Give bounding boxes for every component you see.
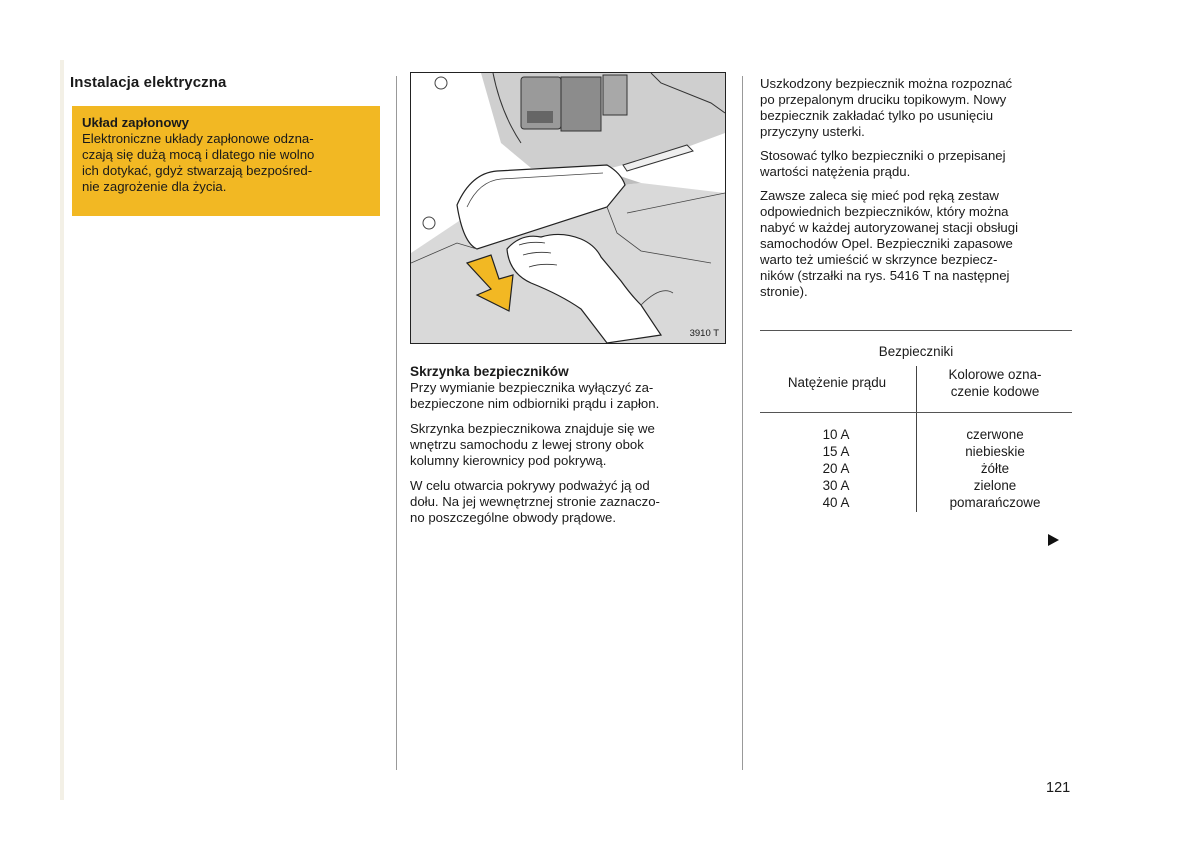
warning-box <box>72 106 380 216</box>
warning-line: czają się dużą mocą i dlatego nie wolno <box>82 147 315 162</box>
text-line: stronie). <box>760 284 808 299</box>
text-line: Skrzynka bezpiecznikowa znajduje się we <box>410 421 655 436</box>
text-line: Przy wymianie bezpiecznika wyłączyć za- <box>410 380 654 395</box>
table-cell-color: żółte <box>980 461 1010 476</box>
fuse-info-paragraph <box>760 188 1075 300</box>
text-line: Uszkodzony bezpiecznik można rozpoznać <box>760 76 1013 91</box>
text-line: wnętrzu samochodu z lewej strony obok <box>410 437 644 452</box>
warning-line: ich dotykać, gdyż stwarzają bezpośred- <box>82 163 313 178</box>
text-line: W celu otwarcia pokrywy podważyć ją od <box>410 478 650 493</box>
table-header-color-code <box>920 366 1070 400</box>
text-line: ników (strzałki na rys. 5416 T na następnej <box>760 268 1010 283</box>
fusebox-illustration <box>410 72 726 344</box>
continue-arrow-icon <box>1048 534 1059 546</box>
text-line: nabyć w każdej autoryzowanej stacji obsługi <box>760 220 1019 235</box>
warning-line: nie zagrożenie dla życia. <box>82 179 227 194</box>
text-line: bezpieczone nim odbiorniki prądu i zapłon. <box>410 396 660 411</box>
table-cell-color: pomarańczowe <box>949 495 1041 510</box>
table-cell-color: zielone <box>973 478 1017 493</box>
page-number: 121 <box>1046 780 1071 796</box>
text-line: Stosować tylko bezpieczniki o przepisanej <box>760 148 1006 163</box>
text-line: przyczyny usterki. <box>760 124 865 139</box>
fusebox-paragraph <box>410 478 730 526</box>
text-line: kolumny kierownicy pod pokrywą. <box>410 453 607 468</box>
figure-label: 3910 T <box>689 328 719 339</box>
table-cell-amps: 20 A <box>822 461 850 476</box>
header-line: Kolorowe ozna- <box>948 367 1042 382</box>
text-line: warto też umieścić w skrzynce bezpiecz- <box>760 252 998 267</box>
table-cell-amps: 15 A <box>822 444 850 459</box>
text-line: bezpiecznik zakładać tylko po usunięciu <box>760 108 994 123</box>
text-line: odpowiednich bezpieczników, który można <box>760 204 1009 219</box>
warning-title: Układ zapłonowy <box>82 115 189 130</box>
section-title: Instalacja elektryczna <box>70 74 227 91</box>
text-line: po przepalonym druciku topikowym. Nowy <box>760 92 1007 107</box>
table-cell-amps: 30 A <box>822 478 850 493</box>
fuse-table-title: Bezpieczniki <box>878 344 954 359</box>
table-header-rule <box>760 412 1072 413</box>
fuse-info-section <box>760 76 1075 308</box>
fusebox-section <box>410 364 730 535</box>
table-cell-amps: 10 A <box>822 427 850 442</box>
table-top-rule <box>760 330 1072 331</box>
text-line: Zawsze zaleca się mieć pod ręką zestaw <box>760 188 999 203</box>
fusebox-drawing <box>411 73 725 343</box>
header-line: czenie kodowe <box>950 384 1040 399</box>
table-header-amperage: Natężenie prądu <box>787 375 887 390</box>
fuse-info-paragraph <box>760 148 1075 180</box>
fusebox-paragraph <box>410 421 730 469</box>
fusebox-paragraph <box>410 380 730 412</box>
table-cell-color: czerwone <box>966 427 1024 442</box>
warning-line: Elektroniczne układy zapłonowe odzna- <box>82 131 314 146</box>
table-column-divider <box>916 366 917 512</box>
column-divider-left <box>396 76 397 770</box>
table-cell-color: niebieskie <box>965 444 1025 459</box>
text-line: no poszczególne obwody prądowe. <box>410 510 617 525</box>
fusebox-heading: Skrzynka bezpieczników <box>410 364 569 379</box>
fuse-info-paragraph <box>760 76 1075 140</box>
text-line: dołu. Na jej wewnętrznej stronie zaznaczo- <box>410 494 660 509</box>
text-line: samochodów Opel. Bezpieczniki zapasowe <box>760 236 1013 251</box>
text-line: wartości natężenia prądu. <box>760 164 911 179</box>
table-cell-amps: 40 A <box>822 495 850 510</box>
column-divider-right <box>742 76 743 770</box>
page-edge-mark <box>60 60 64 800</box>
